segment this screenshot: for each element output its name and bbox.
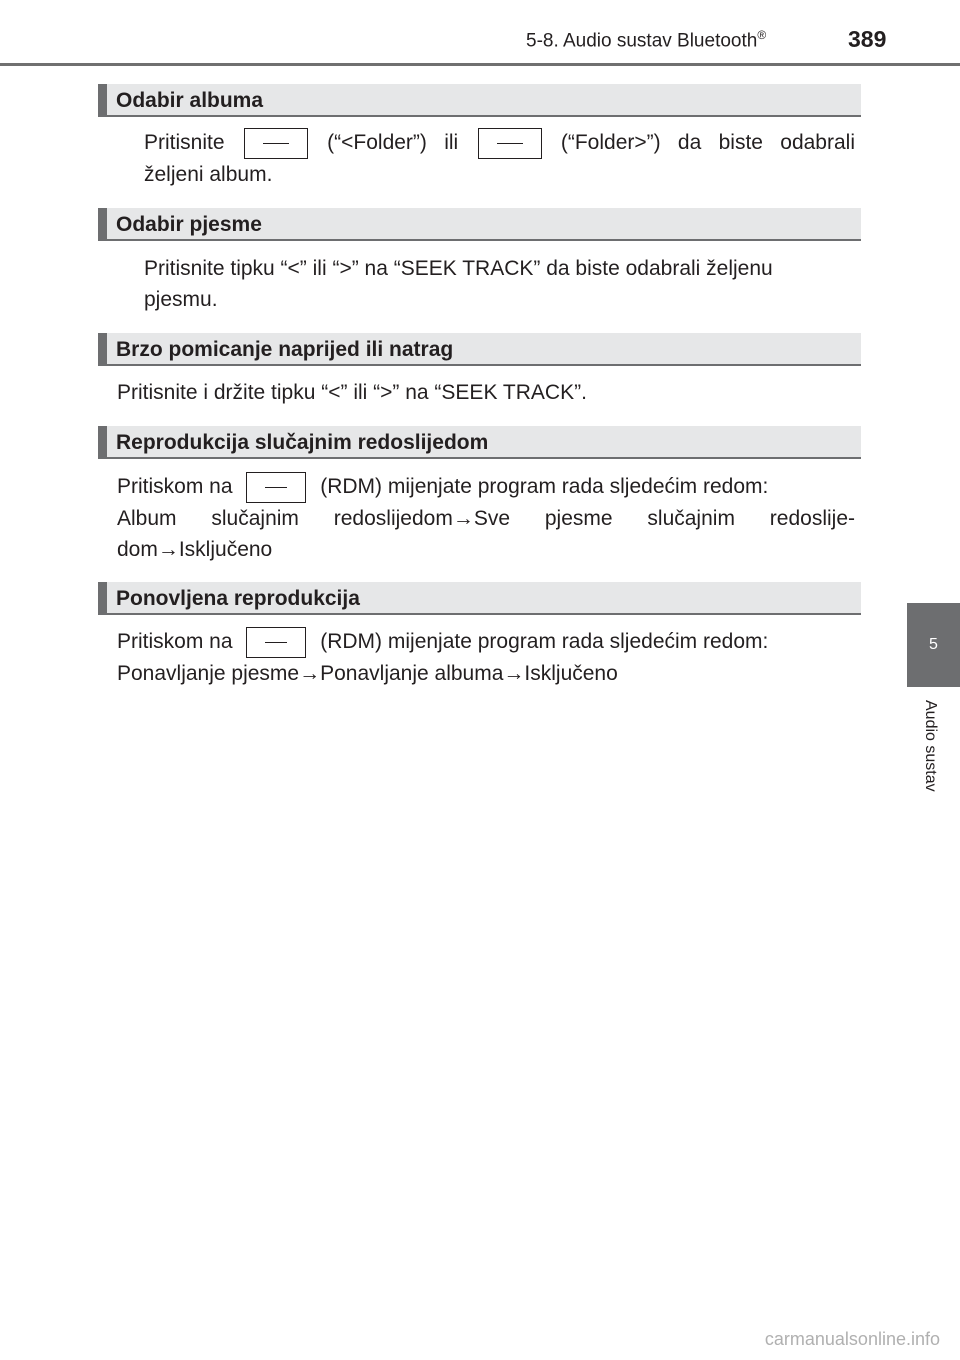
album-line-2: željeni album. bbox=[144, 162, 273, 186]
rdm-button-icon bbox=[246, 472, 306, 503]
section-heading-album: Odabir albuma bbox=[98, 84, 861, 117]
paragraph-song bbox=[144, 253, 855, 315]
rpt-button-icon bbox=[246, 627, 306, 658]
random-text-b: (RDM) mijenjate program rada sljedećim redom: bbox=[320, 475, 769, 498]
header-rule bbox=[0, 63, 960, 66]
watermark: carmanualsonline.info bbox=[764, 1329, 940, 1349]
chapter-number: 5 bbox=[929, 636, 938, 653]
header-title-text: 5-8. Audio sustav Bluetooth bbox=[526, 30, 758, 52]
random-line-3: dom→Isključeno bbox=[117, 537, 273, 561]
album-text-c: (“Folder>”) da biste odabrali bbox=[560, 131, 855, 154]
random-line-2: Album slučajnim redoslijedom→Sve pjesme slučajnim redoslije- bbox=[117, 506, 855, 530]
section-heading-repeat: Ponovljena reprodukcija bbox=[98, 582, 861, 615]
repeat-text-b: (RDM) mijenjate program rada sljedećim redom: bbox=[320, 630, 769, 653]
random-line-1 bbox=[117, 471, 855, 503]
repeat-line-2: Ponavljanje pjesme→Ponavljanje albuma→Isključeno bbox=[117, 661, 618, 685]
song-line-1: Pritisnite tipku “<” ili “>” na “SEEK TRACK” da biste odabrali željenu bbox=[144, 257, 773, 280]
registered-mark: ® bbox=[757, 28, 767, 42]
repeat-text-a: Pritiskom na bbox=[117, 630, 233, 653]
fast-line-1: Pritisnite i držite tipku “<” ili “>” na “SEEK TRACK”. bbox=[117, 381, 587, 404]
album-line-1 bbox=[144, 127, 855, 159]
album-text-a: Pritisnite bbox=[144, 131, 225, 154]
section-heading-song: Odabir pjesme bbox=[98, 208, 861, 241]
paragraph-random bbox=[117, 471, 855, 565]
page-number: 389 bbox=[848, 26, 887, 52]
section-heading-random: Reprodukcija slučajnim redoslijedom bbox=[98, 426, 861, 459]
section-heading-fast: Brzo pomicanje naprijed ili natrag bbox=[98, 333, 861, 366]
paragraph-repeat bbox=[117, 626, 855, 689]
folder-down-button-icon bbox=[244, 128, 308, 159]
running-header-title bbox=[526, 28, 766, 52]
repeat-line-1 bbox=[117, 626, 855, 658]
random-text-a: Pritiskom na bbox=[117, 475, 233, 498]
album-text-b: (“<Folder”) ili bbox=[327, 131, 459, 154]
paragraph-fast bbox=[117, 377, 855, 408]
chapter-tab bbox=[907, 603, 960, 687]
chapter-label: Audio sustav bbox=[922, 700, 939, 792]
song-line-2: pjesmu. bbox=[144, 288, 218, 311]
paragraph-album bbox=[144, 127, 855, 190]
folder-up-button-icon bbox=[478, 128, 542, 159]
